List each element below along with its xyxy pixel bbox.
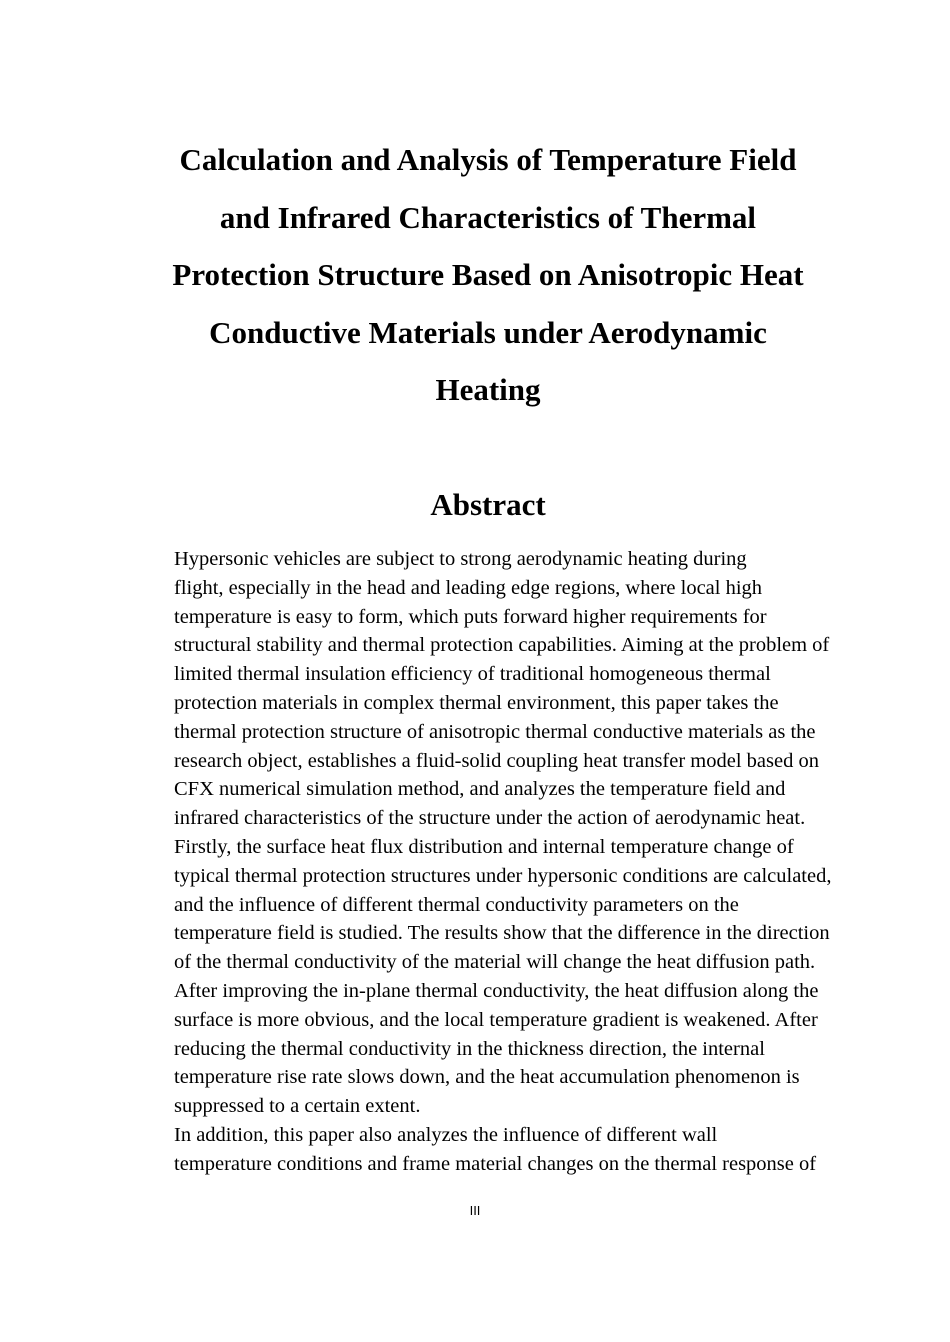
text-line: CFX numerical simulation method, and analyzes the temperature field and [174,778,786,801]
text-line: After improving the in-plane thermal conductivity, the heat diffusion along the [174,979,819,1002]
text-line: suppressed to a certain extent. [174,1095,421,1118]
title-line: Heating [435,372,541,407]
abstract-body [130,545,846,1179]
text-line: protection materials in complex thermal environment, this paper takes the [174,691,779,714]
title-line: and Infrared Characteristics of Thermal [219,199,757,235]
text-line: structural stability and thermal protection capabilities. Aiming at the problem of [174,634,830,657]
abstract-paragraph [130,1121,846,1179]
text-line: In addition, this paper also analyzes the influence of different wall [174,1123,718,1146]
title-line: Calculation and Analysis of Temperature Field [179,142,797,177]
text-line: temperature rise rate slows down, and the heat accumulation phenomenon is [174,1066,800,1089]
text-line: infrared characteristics of the structure under the action of aerodynamic heat. [174,807,806,830]
text-line: flight, especially in the head and leading edge regions, where local high [174,576,763,599]
text-line: temperature field is studied. The results show that the difference in the direction [174,922,830,945]
page-number: III [469,1203,481,1218]
text-line: surface is more obvious, and the local temperature gradient is weakened. After [174,1008,818,1031]
abstract-paragraph [130,545,846,833]
text-line: thermal protection structure of anisotropic thermal conductive materials as the [174,720,816,743]
abstract-paragraph [130,833,846,1121]
text-line: reducing the thermal conductivity in the thickness direction, the internal [174,1037,765,1060]
text-line: limited thermal insulation efficiency of traditional homogeneous thermal [174,663,771,686]
text-line: temperature conditions and frame material changes on the thermal response of [174,1152,817,1175]
abstract-heading: Abstract [430,487,546,522]
text-line: Hypersonic vehicles are subject to strong aerodynamic heating during [174,548,747,570]
title-line: Protection Structure Based on Anisotropic Heat [172,257,804,292]
text-line: temperature is easy to form, which puts forward higher requirements for [174,605,767,628]
text-line: research object, establishes a fluid-solid coupling heat transfer model based on [174,749,819,772]
text-line: typical thermal protection structures under hypersonic conditions are calculated, [174,864,832,887]
document-title [130,131,846,419]
text-line: of the thermal conductivity of the material will change the heat diffusion path. [174,951,816,974]
title-line: Conductive Materials under Aerodynamic [209,314,767,350]
text-line: and the influence of different thermal conductivity parameters on the [174,893,739,916]
text-line: Firstly, the surface heat flux distribution and internal temperature change of [174,835,794,858]
